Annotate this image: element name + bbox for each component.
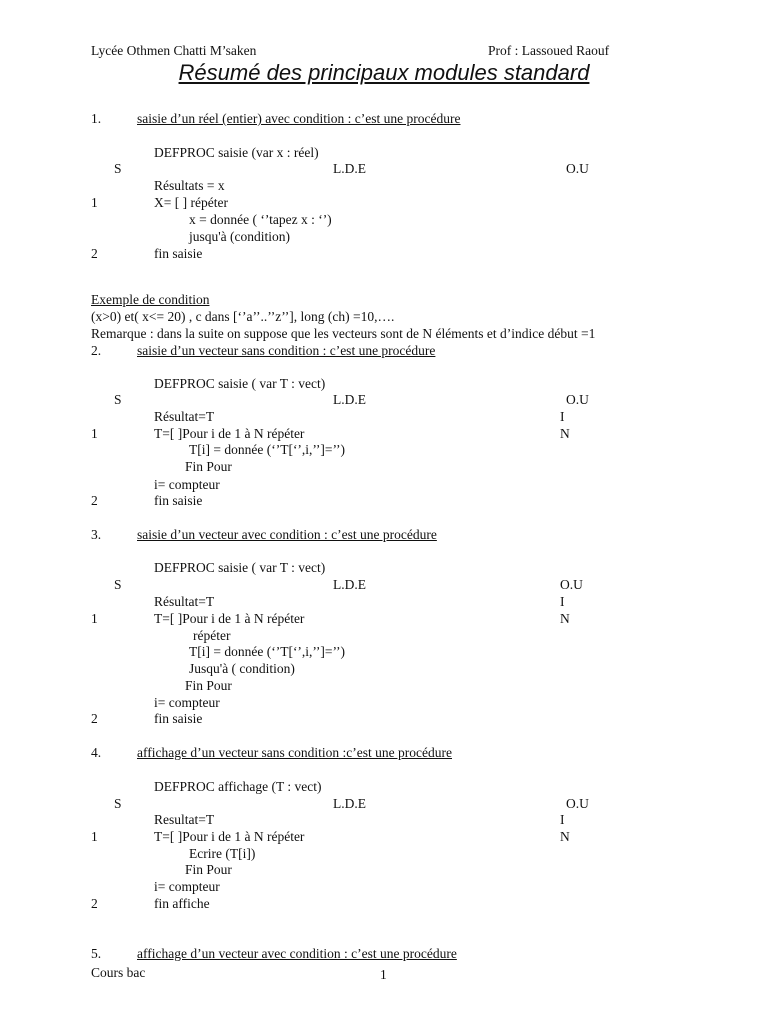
result-line: Resultat=T	[154, 812, 215, 827]
section-heading: affichage d’un vecteur sans condition :c’est une procédure	[137, 745, 452, 760]
column-ou: O.U	[566, 796, 589, 811]
proc-declaration: DEFPROC saisie ( var T : vect)	[154, 376, 326, 391]
step-number: 2	[91, 493, 98, 508]
end-line: fin saisie	[154, 493, 203, 508]
footer-left: Cours bac	[91, 965, 146, 980]
end-loop: Fin Pour	[185, 862, 232, 877]
column-lde: L.D.E	[333, 796, 366, 811]
object-i: I	[560, 594, 565, 609]
end-loop: Fin Pour	[185, 459, 232, 474]
column-ou: O.U	[566, 392, 589, 407]
section-number: 3.	[91, 527, 102, 542]
object-i: I	[560, 409, 565, 424]
section-number: 1.	[91, 111, 102, 126]
until-line: jusqu'à (condition)	[189, 229, 291, 244]
end-loop: Fin Pour	[185, 678, 232, 693]
page-title: Résumé des principaux modules standard	[178, 60, 590, 85]
object-n: N	[560, 611, 570, 626]
remark-line: Remarque : dans la suite on suppose que les vecteurs sont de N éléments et d’indice début =1	[91, 326, 596, 341]
end-line: fin saisie	[154, 246, 203, 261]
loop-line: T=[ ]Pour i de 1 à N répéter	[154, 829, 305, 844]
end-line: fin saisie	[154, 711, 203, 726]
section-number: 5.	[91, 946, 102, 961]
section-number: 2.	[91, 343, 102, 358]
result-line: Résultat=T	[154, 594, 215, 609]
loop-body: Ecrire (T[i])	[189, 846, 256, 861]
column-lde: L.D.E	[333, 577, 366, 592]
counter-line: i= compteur	[154, 879, 220, 894]
column-ou: O.U	[566, 161, 589, 176]
step-number: 2	[91, 896, 98, 911]
counter-line: i= compteur	[154, 695, 220, 710]
step-number: 1	[91, 195, 98, 210]
repeat-line: répéter	[193, 628, 231, 643]
counter-line: i= compteur	[154, 477, 220, 492]
section-heading: saisie d’un vecteur sans condition : c’est une procédure	[137, 343, 436, 358]
loop-line: T=[ ]Pour i de 1 à N répéter	[154, 611, 305, 626]
example-heading: Exemple de condition	[91, 292, 210, 307]
section-heading: affichage d’un vecteur avec condition : c’est une procédure	[137, 946, 457, 961]
example-line: (x>0) et( x<= 20) , c dans [‘’a’’..’’z’’], long (ch) =10,….	[91, 309, 395, 324]
proc-declaration: DEFPROC affichage (T : vect)	[154, 779, 322, 794]
column-s: S	[114, 796, 122, 811]
column-lde: L.D.E	[333, 392, 366, 407]
school-name: Lycée Othmen Chatti M’saken	[91, 43, 257, 58]
loop-line: T=[ ]Pour i de 1 à N répéter	[154, 426, 305, 441]
column-lde: L.D.E	[333, 161, 366, 176]
until-line: Jusqu'à ( condition)	[189, 661, 295, 676]
result-line: Résultats = x	[154, 178, 225, 193]
column-s: S	[114, 577, 122, 592]
column-s: S	[114, 161, 122, 176]
result-line: Résultat=T	[154, 409, 215, 424]
teacher-name: Prof : Lassoued Raouf	[488, 43, 610, 58]
input-line: x = donnée ( ‘’tapez x : ‘’)	[189, 212, 332, 227]
column-ou: O.U	[560, 577, 583, 592]
end-line: fin affiche	[154, 896, 210, 911]
repeat-line: X= [ ] répéter	[154, 195, 228, 210]
page-number: 1	[380, 967, 387, 982]
step-number: 2	[91, 711, 98, 726]
step-number: 1	[91, 829, 98, 844]
object-n: N	[560, 829, 570, 844]
column-s: S	[114, 392, 122, 407]
object-n: N	[560, 426, 570, 441]
step-number: 1	[91, 611, 98, 626]
step-number: 1	[91, 426, 98, 441]
step-number: 2	[91, 246, 98, 261]
section-heading: saisie d’un vecteur avec condition : c’est une procédure	[137, 527, 437, 542]
loop-body: T[i] = donnée (‘’T[‘’,i,’’]=’’)	[189, 644, 346, 659]
section-number: 4.	[91, 745, 102, 760]
proc-declaration: DEFPROC saisie (var x : réel)	[154, 145, 319, 160]
loop-body: T[i] = donnée (‘’T[‘’,i,’’]=’’)	[189, 442, 346, 457]
object-i: I	[560, 812, 565, 827]
proc-declaration: DEFPROC saisie ( var T : vect)	[154, 560, 326, 575]
section-heading: saisie d’un réel (entier) avec condition : c’est une procédure	[137, 111, 461, 126]
